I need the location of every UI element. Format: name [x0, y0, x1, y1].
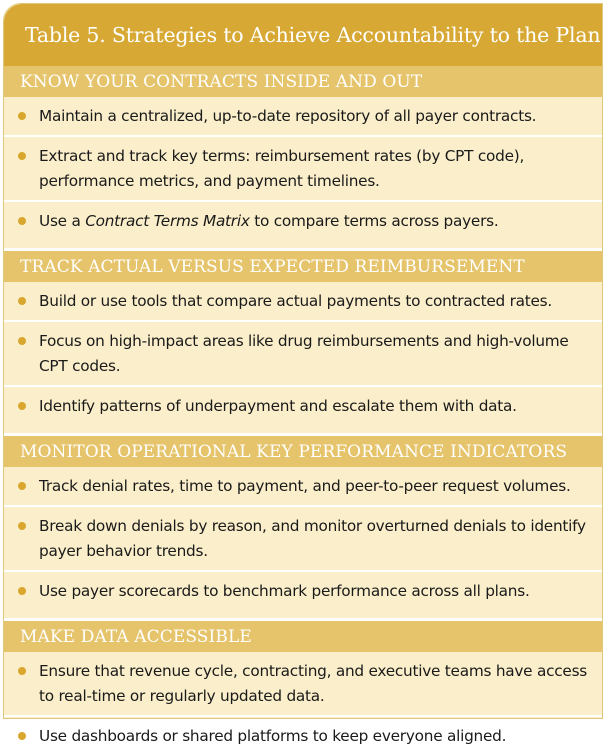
list-item — [4, 652, 602, 715]
bullet-icon — [18, 587, 26, 595]
section-header — [4, 618, 602, 652]
bullet-list — [4, 652, 602, 755]
item-text: Extract and track key terms: reimbursement rates (by CPT code), performance metrics, and payment timelines. — [39, 147, 525, 190]
section-gap — [4, 240, 602, 248]
bullet-icon — [18, 112, 26, 120]
item-text-emphasis: Contract Terms Matrix — [85, 212, 250, 230]
list-item — [4, 505, 602, 570]
section-gap — [4, 610, 602, 618]
item-text: Track denial rates, time to payment, and peer-to-peer request volumes. — [39, 477, 571, 495]
section-gap — [4, 425, 602, 433]
strategies-table — [3, 3, 603, 745]
bullet-list — [4, 282, 602, 425]
item-text-pre: Use a — [39, 212, 86, 230]
item-text: Maintain a centralized, up-to-date repository of all payer contracts. — [39, 107, 537, 125]
item-text: Ensure that revenue cycle, contracting, and executive teams have access to real-time or regularly updated data. — [39, 662, 588, 705]
item-text: Use payer scorecards to benchmark performance across all plans. — [39, 582, 530, 600]
item-text: Break down denials by reason, and monitor overturned denials to identify payer behavior trends. — [39, 517, 586, 560]
item-text-post: to compare terms across payers. — [249, 212, 499, 230]
list-item — [4, 320, 602, 385]
section-heading: KNOW YOUR CONTRACTS INSIDE AND OUT — [20, 71, 423, 92]
item-text: Identify patterns of underpayment and escalate them with data. — [39, 397, 517, 415]
item-text: Focus on high-impact areas like drug reimbursements and high-volume CPT codes. — [39, 332, 569, 375]
bullet-icon — [18, 482, 26, 490]
list-item — [4, 282, 602, 320]
list-item — [4, 570, 602, 610]
list-item — [4, 200, 602, 240]
list-item — [4, 97, 602, 135]
list-item — [4, 715, 602, 755]
bullet-icon — [18, 297, 26, 305]
table-title: Table 5. Strategies to Achieve Accountability to the Plan — [25, 23, 601, 47]
list-item — [4, 467, 602, 505]
list-item — [4, 135, 602, 200]
bullet-icon — [18, 667, 26, 675]
section-data-accessible — [4, 618, 602, 755]
bullet-icon — [18, 152, 26, 160]
bullet-icon — [18, 217, 26, 225]
section-monitor-kpis — [4, 433, 602, 618]
item-text: Use dashboards or shared platforms to keep everyone aligned. — [39, 727, 507, 745]
section-header — [4, 248, 602, 282]
section-heading: MAKE DATA ACCESSIBLE — [20, 626, 252, 647]
bullet-icon — [18, 402, 26, 410]
section-header — [4, 433, 602, 467]
bullet-icon — [18, 337, 26, 345]
bullet-list — [4, 97, 602, 240]
section-heading: TRACK ACTUAL VERSUS EXPECTED REIMBURSEMENT — [20, 256, 525, 277]
section-know-contracts — [4, 66, 602, 248]
section-header — [4, 66, 602, 97]
list-item — [4, 385, 602, 425]
bullet-list — [4, 467, 602, 610]
bullet-icon — [18, 732, 26, 740]
item-text: Build or use tools that compare actual payments to contracted rates. — [39, 292, 552, 310]
bullet-icon — [18, 522, 26, 530]
section-track-reimbursement — [4, 248, 602, 433]
section-heading: MONITOR OPERATIONAL KEY PERFORMANCE INDICATORS — [20, 441, 568, 462]
table-title-bar — [4, 4, 602, 66]
